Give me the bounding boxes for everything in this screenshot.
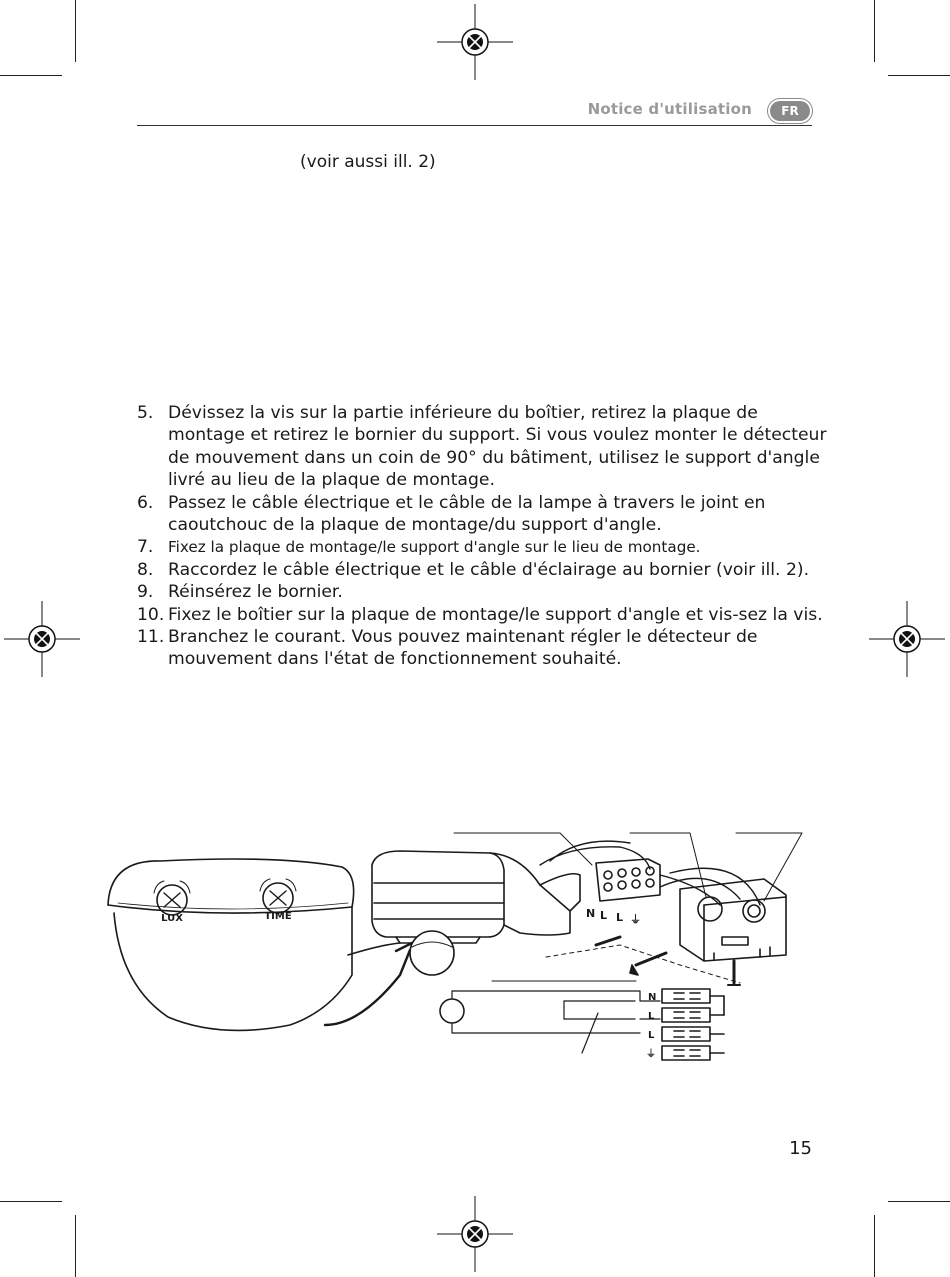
step-5 bbox=[137, 402, 827, 492]
time-label: TIME bbox=[264, 911, 292, 922]
crop-mark-br-h bbox=[888, 1201, 950, 1202]
crop-mark-tr-v bbox=[874, 0, 875, 62]
step-number: 10. bbox=[137, 604, 165, 625]
step-text: Fixez la plaque de montage/le support d'angle sur le lieu de montage. bbox=[168, 538, 701, 557]
mounting-plate-icon bbox=[660, 868, 786, 961]
step-number: 5. bbox=[137, 403, 154, 423]
sensor-dome-icon bbox=[108, 859, 354, 1030]
step-7 bbox=[137, 536, 827, 558]
step-text: Passez le câble électrique et le câble de la lampe à travers le joint en caoutchouc de la plaque de montage/du support d'angle. bbox=[168, 492, 766, 536]
registration-mark-left-icon bbox=[4, 601, 80, 677]
lamp-wiring-icon bbox=[440, 991, 660, 1053]
step-6 bbox=[137, 492, 827, 537]
terminal-label-l1: L bbox=[600, 909, 608, 922]
instruction-steps bbox=[137, 402, 827, 671]
language-badge: FR bbox=[768, 99, 812, 123]
row-label-ground: ⏚ bbox=[646, 1049, 656, 1060]
row-label-l1: L bbox=[648, 1011, 655, 1022]
step-text: Raccordez le câble électrique et le câble d'éclairage au bornier (voir ill. 2). bbox=[168, 559, 810, 580]
terminal-label-n: N bbox=[586, 907, 596, 920]
step-number: 9. bbox=[137, 582, 154, 603]
step-9 bbox=[137, 581, 827, 603]
registration-mark-top-icon bbox=[437, 4, 513, 80]
row-label-n: N bbox=[648, 992, 657, 1003]
crop-mark-tl-v bbox=[75, 0, 76, 62]
terminal-block-icon bbox=[540, 841, 660, 901]
header-title: Notice d'utilisation bbox=[587, 100, 752, 118]
step-11 bbox=[137, 626, 827, 671]
row-label-l2: L bbox=[648, 1030, 655, 1041]
terminal-rows-icon bbox=[662, 989, 724, 1060]
step-number: 11. bbox=[137, 627, 165, 648]
page-number: 15 bbox=[789, 1138, 812, 1159]
registration-mark-right-icon bbox=[869, 601, 945, 677]
step-8 bbox=[137, 559, 827, 581]
step-text: Dévissez la vis sur la partie inférieure du boîtier, retirez la plaque de montage et retirez le bornier du support. Si vous voulez monter le détecteur de mouvement dans un coin de 90° du bâtiment, utilisez le support d'angle livré au lieu de la plaque de montage. bbox=[168, 403, 827, 491]
crop-mark-bl-v bbox=[75, 1215, 76, 1277]
wiring-illustration bbox=[100, 825, 820, 1095]
step-number: 6. bbox=[137, 492, 154, 513]
crop-mark-bl-h bbox=[0, 1201, 62, 1202]
step-text: Fixez le boîtier sur la plaque de montage/le support d'angle et vis-sez la vis. bbox=[168, 604, 823, 625]
crop-mark-tr-h bbox=[888, 75, 950, 76]
terminal-label-l2: L bbox=[616, 911, 624, 924]
crop-mark-tl-h bbox=[0, 75, 62, 76]
header-rule bbox=[137, 125, 812, 126]
registration-mark-bottom-icon bbox=[437, 1196, 513, 1272]
step-number: 8. bbox=[137, 559, 154, 580]
step-text: Réinsérez le bornier. bbox=[168, 582, 343, 603]
step-number: 7. bbox=[137, 537, 154, 558]
crop-mark-br-v bbox=[874, 1215, 875, 1277]
see-also-note: (voir aussi ill. 2) bbox=[300, 152, 436, 172]
terminal-label-ground: ⏚ bbox=[630, 913, 641, 926]
step-10 bbox=[137, 604, 827, 626]
step-text: Branchez le courant. Vous pouvez maintenant régler le détecteur de mouvement dans l'état de fonctionnement souhaité. bbox=[168, 627, 758, 670]
lux-label: LUX bbox=[161, 913, 183, 924]
